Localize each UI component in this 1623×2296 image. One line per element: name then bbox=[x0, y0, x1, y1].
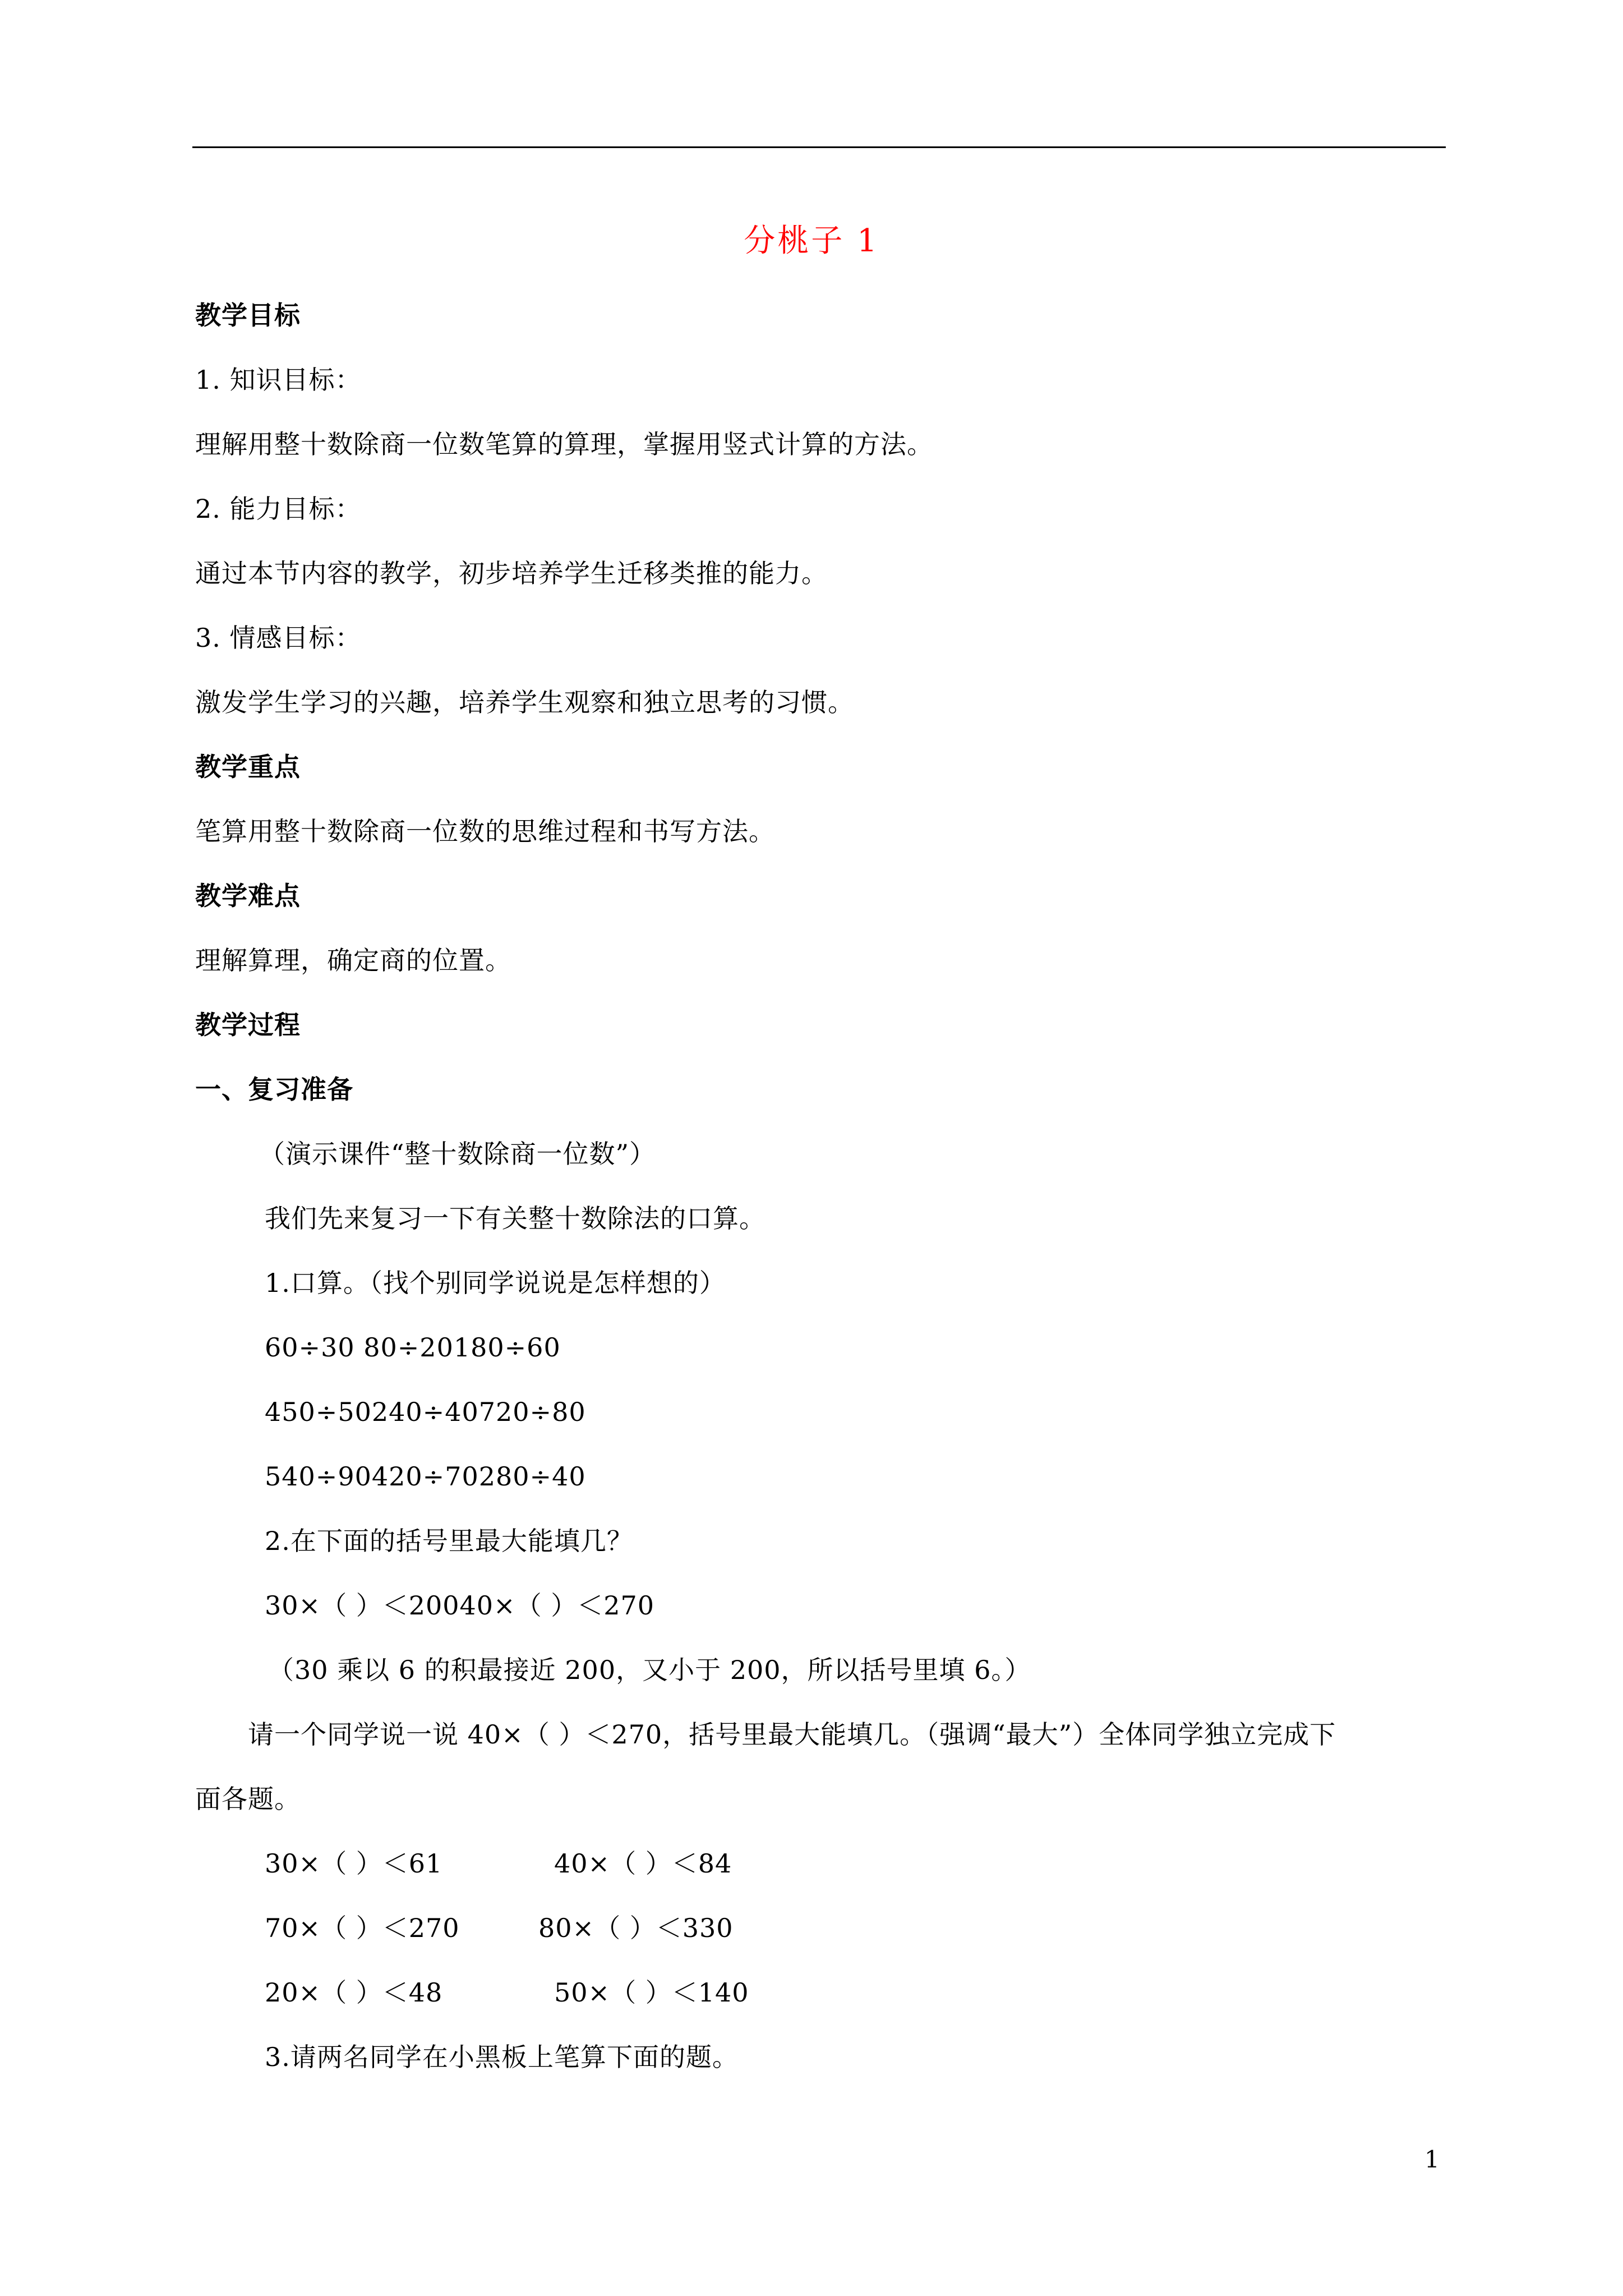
heading-teaching-goals: 教学目标 bbox=[195, 300, 301, 330]
document-title: 分桃子 1 bbox=[744, 223, 879, 259]
oral-calc-row-3: 540÷90420÷70280÷40 bbox=[265, 1461, 586, 1492]
page-number: 1 bbox=[1424, 2146, 1440, 2173]
difficulties-text: 理解算理，确定商的位置。 bbox=[195, 945, 511, 976]
key-points-text: 笔算用整十数除商一位数的思维过程和书写方法。 bbox=[195, 816, 775, 846]
fill-bracket-explanation: （30 乘以 6 的积最接近 200，又小于 200，所以括号里填 6。） bbox=[268, 1655, 1031, 1685]
goal-ability-label: 2. 能力目标： bbox=[195, 494, 362, 524]
fill-bracket-question: 2.在下面的括号里最大能填几？ bbox=[265, 1526, 633, 1556]
review-intro: 我们先来复习一下有关整十数除法的口算。 bbox=[265, 1203, 766, 1234]
instruction-line-1: 请一个同学说一说 40×（ ）＜270，括号里最大能填几。（强调“最大”）全体同学独立完成下 bbox=[248, 1719, 1336, 1750]
courseware-note: （演示课件“整十数除商一位数”） bbox=[259, 1139, 656, 1169]
oral-calc-row-1: 60÷30 80÷20180÷60 bbox=[265, 1332, 561, 1363]
goal-ability-text: 通过本节内容的教学，初步培养学生迁移类推的能力。 bbox=[195, 558, 828, 588]
goal-knowledge-label: 1. 知识目标： bbox=[195, 365, 362, 395]
exercise-1a: 30×（ ）＜61 bbox=[265, 1848, 443, 1879]
fill-bracket-examples: 30×（ ）＜20040×（ ）＜270 bbox=[265, 1590, 654, 1621]
exercise-1b: 40×（ ）＜84 bbox=[554, 1848, 732, 1879]
heading-review: 一、复习准备 bbox=[195, 1074, 353, 1105]
goal-knowledge-text: 理解用整十数除商一位数笔算的算理，掌握用竖式计算的方法。 bbox=[195, 429, 933, 459]
header-rule bbox=[192, 146, 1446, 148]
heading-teaching-process: 教学过程 bbox=[195, 1010, 301, 1040]
exercise-2a: 70×（ ）＜270 bbox=[265, 1913, 460, 1943]
exercise-3b: 50×（ ）＜140 bbox=[554, 1977, 749, 2008]
exercise-3a: 20×（ ）＜48 bbox=[265, 1977, 443, 2008]
heading-key-points: 教学重点 bbox=[195, 752, 301, 782]
goal-emotion-label: 3. 情感目标： bbox=[195, 623, 362, 653]
oral-calc-row-2: 450÷50240÷40720÷80 bbox=[265, 1397, 586, 1427]
exercise-2b: 80×（ ）＜330 bbox=[538, 1913, 734, 1943]
oral-calculation-label: 1.口算。（找个别同学说说是怎样想的） bbox=[265, 1268, 726, 1298]
blackboard-instruction: 3.请两名同学在小黑板上笔算下面的题。 bbox=[265, 2042, 739, 2072]
goal-emotion-text: 激发学生学习的兴趣，培养学生观察和独立思考的习惯。 bbox=[195, 687, 854, 717]
heading-difficulties: 教学难点 bbox=[195, 881, 301, 911]
instruction-line-2: 面各题。 bbox=[195, 1784, 301, 1814]
